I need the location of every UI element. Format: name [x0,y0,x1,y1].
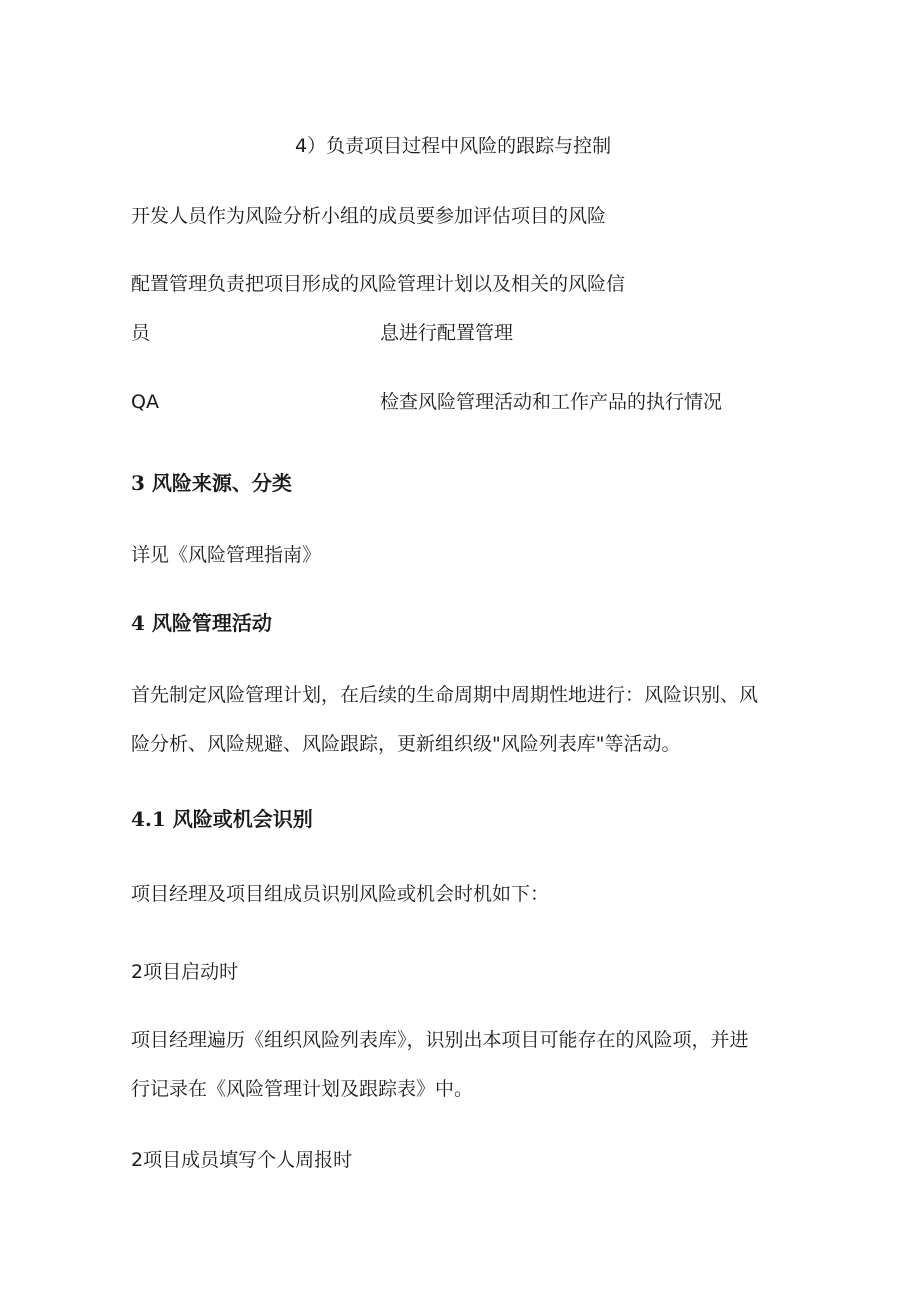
timing-intro-text: 项目经理及项目组成员识别风险或机会时机如下： [131,883,550,905]
activities-text-line1: 首先制定风险管理计划，在后续的生命周期中周期性地进行：风险识别、风 [131,684,759,706]
timing-item-1-desc-line2: 行记录在《风险管理计划及跟踪表》中。 [131,1078,474,1100]
config-management-row [131,321,514,345]
item-4-text: 4）负责项目过程中风险的跟踪与控制 [295,135,612,157]
developer-role-text: 开发人员作为风险分析小组的成员要参加评估项目的风险 [131,205,607,227]
section-3-number: 3 [131,471,145,495]
qa-description: 检查风险管理活动和工作产品的执行情况 [380,391,723,413]
section-4-heading [131,610,272,636]
timing-item-2: 2项目成员填写个人周报时 [131,1149,353,1171]
guide-reference-text: 详见《风险管理指南》 [131,544,322,566]
config-role-label: 员 [131,322,151,344]
qa-role-label: QA [131,391,159,413]
section-3-heading [131,470,292,496]
section-4-1-number: 4.1 [131,807,166,831]
section-4-title: 风险管理活动 [151,611,272,635]
section-4-1-title: 风险或机会识别 [172,807,313,831]
qa-row [131,390,723,414]
activities-text-line2: 险分析、风险规避、风险跟踪，更新组织级"风险列表库"等活动。 [131,733,681,755]
config-management-text-line1: 配置管理负责把项目形成的风险管理计划以及相关的风险信 [131,273,626,295]
section-4-number: 4 [131,611,145,635]
config-management-text-line2: 息进行配置管理 [380,322,514,344]
section-4-1-heading [131,806,313,832]
timing-item-1-desc-line1: 项目经理遍历《组织风险列表库》，识别出本项目可能存在的风险项，并进 [131,1029,749,1051]
timing-item-1: 2项目启动时 [131,961,239,983]
section-3-title: 风险来源、分类 [151,471,292,495]
